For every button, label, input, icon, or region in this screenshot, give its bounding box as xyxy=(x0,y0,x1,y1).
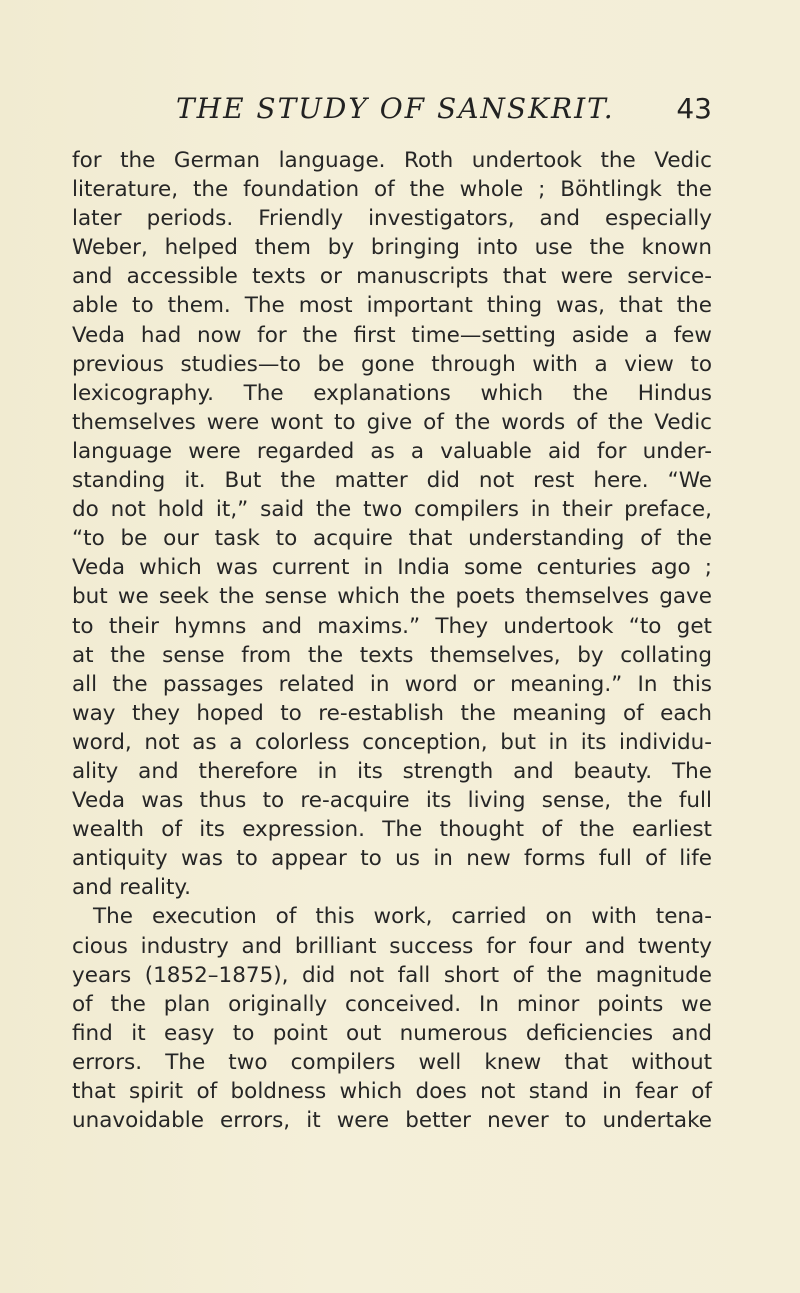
text-line: antiquity was to appear to us in new forms full of life xyxy=(72,846,712,872)
text-line: at the sense from the texts themselves, by collating xyxy=(72,642,712,668)
text-line: language were regarded as a valuable aid for under- xyxy=(72,438,712,464)
text-line: that spirit of boldness which does not stand in fear of xyxy=(72,1079,712,1104)
text-line: standing it. But the matter did not rest here. “We xyxy=(72,468,712,494)
text-line: wealth of its expression. The thought of the earliest xyxy=(72,817,712,843)
page-number: 43 xyxy=(676,92,712,125)
running-head-title: THE STUDY OF SANSKRIT. xyxy=(176,92,615,125)
running-head xyxy=(72,92,712,132)
text-line: word, not as a colorless conception, but in its individu- xyxy=(72,729,712,755)
text-line: unavoidable errors, it were better never to undertake xyxy=(72,1108,712,1134)
text-line: Veda had now for the first time—setting aside a few xyxy=(72,322,712,348)
text-line: lexicography. The explanations which the Hindus xyxy=(72,380,712,406)
text-line: errors. The two compilers well knew that without xyxy=(72,1049,712,1075)
text-line: way they hoped to re-establish the meaning of each xyxy=(72,700,712,726)
text-line: literature, the foundation of the whole ; Böhtlingk the xyxy=(72,177,712,203)
text-line: of the plan originally conceived. In minor points we xyxy=(72,991,712,1017)
text-line: able to them. The most important thing was, that the xyxy=(72,293,712,319)
paragraph-start-line: The execution of this work, carried on with tena- xyxy=(93,904,712,930)
text-line: years (1852–1875), did not fall short of the magnitude xyxy=(72,962,712,988)
text-line: find it easy to point out numerous deficiencies and xyxy=(72,1020,712,1046)
text-line: for the German language. Roth undertook the Vedic xyxy=(72,148,712,173)
text-line: do not hold it,” said the two compilers in their preface, xyxy=(72,497,712,523)
text-line: cious industry and brilliant success for four and twenty xyxy=(72,933,712,959)
text-line: and accessible texts or manuscripts that were service- xyxy=(72,264,712,290)
text-line: Veda which was current in India some centuries ago ; xyxy=(72,555,712,581)
text-line: themselves were wont to give of the words of the Vedic xyxy=(72,409,712,435)
text-line: to their hymns and maxims.” They undertook “to get xyxy=(72,613,712,639)
text-line: previous studies—to be gone through with a view to xyxy=(72,351,712,377)
text-line: ality and therefore in its strength and beauty. The xyxy=(72,758,712,784)
text-line: Veda was thus to re-acquire its living sense, the full xyxy=(72,788,712,814)
body-text xyxy=(72,146,712,1135)
text-line: later periods. Friendly investigators, and especially xyxy=(72,206,712,232)
text-line: “to be our task to acquire that understanding of the xyxy=(72,526,712,552)
paragraph-end-line: and reality. xyxy=(72,875,191,901)
text-line: but we seek the sense which the poets themselves gave xyxy=(72,584,712,610)
text-line: Weber, helped them by bringing into use the known xyxy=(72,235,712,261)
text-line: all the passages related in word or meaning.” In this xyxy=(72,671,712,697)
